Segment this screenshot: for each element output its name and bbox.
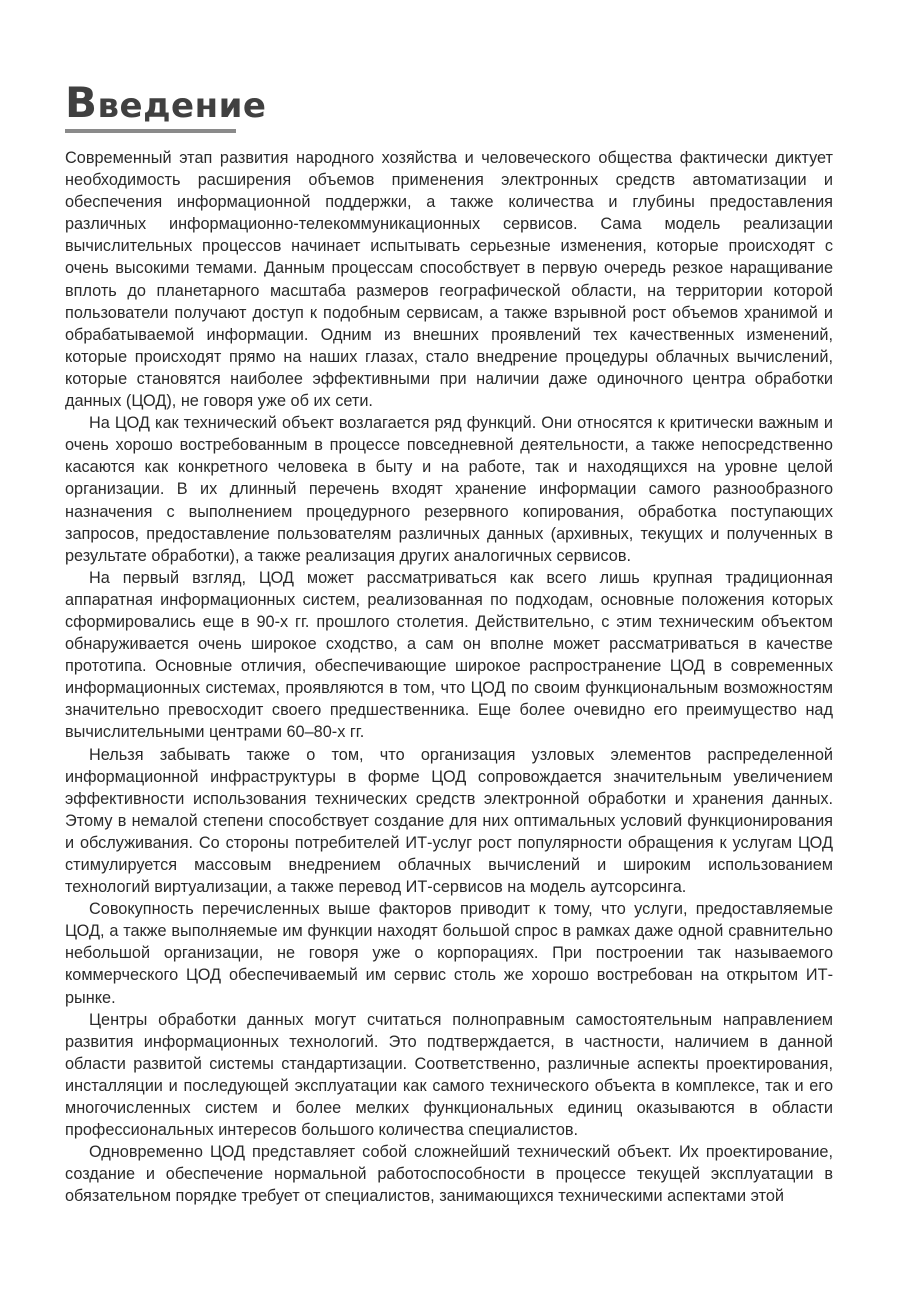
title-underline xyxy=(65,129,236,133)
paragraph: Совокупность перечисленных выше факторов приводит к тому, что услуги, предоставляемые ЦОД, а также выполняемые им функции находят большой спрос в рамках даже одной сравнительно небольшой организации, не говоря уже о корпорациях. При построении так называемого коммерческого ЦОД обеспечиваемый им сервис столь же хорошо востребован на открытом ИТ-рынке. xyxy=(65,900,833,1007)
paragraph: Одновременно ЦОД представляет собой сложнейший технический объект. Их проектирование, создание и обеспечение нормальной работоспособности в процессе текущей эксплуатации в обязательном порядке требует от специалистов, занимающихся техническими аспектами этой xyxy=(65,1143,833,1206)
body-text xyxy=(65,147,833,1208)
paragraph: Нельзя забывать также о том, что организация узловых элементов распределенной информационной инфраструктуры в форме ЦОД сопровождается значительным увеличением эффективности использования технических средств электронной обработки и хранения данных. Этому в немалой степени способствует создание для них оптимальных условий функционирования и обслуживания. Со стороны потребителей ИТ-услуг рост популярности обращения к услугам ЦОД стимулируется массовым внедрением облачных вычислений и широким использованием технологий виртуализации, а также перевод ИТ-сервисов на модель аутсорсинга. xyxy=(65,745,833,897)
paragraph: На первый взгляд, ЦОД может рассматриваться как всего лишь крупная традиционная аппаратная информационных систем, реализованная по подходам, основные положения которых сформировались еще в 90-х гг. прошлого столетия. Действительно, с этим техническим объектом обнаруживается очень широкое сходство, а сам он вполне может рассматриваться в качестве прототипа. Основные отличия, обеспечивающие широкое распространение ЦОД в современных информационных системах, проявляются в том, что ЦОД по своим функциональным возможностям значительно превосходит своего предшественника. Еще более очевидно его преимущество над вычислительными центрами 60–80-х гг. xyxy=(65,568,833,742)
paragraph: На ЦОД как технический объект возлагается ряд функций. Они относятся к критически важным и очень хорошо востребованным в процессе повседневной деятельности, а также непосредственно касаются как конкретного человека в быту и на работе, так и находящихся на уровне целой организации. В их длинный перечень входят хранение информации самого разнообразного назначения с выполнением процедурного резервного копирования, обработка поступающих запросов, предоставление пользователям различных данных (архивных, текущих и полученных в результате обработки), а также реализация других аналогичных сервисов. xyxy=(65,414,833,565)
title-rest: ведение xyxy=(97,86,267,126)
paragraph: Современный этап развития народного хозяйства и человеческого общества фактически диктует необходимость расширения объемов применения электронных средств автоматизации и обеспечения информационной поддержки, а также количества и глубины предоставления различных информационно-телекоммуникационных сервисов. Сама модель реализации вычислительных процессов начинает испытывать серьезные изменения, которые происходят с очень высокими темами. Данным процессам способствует в первую очередь резкое наращивание вплоть до планетарного масштаба размеров географической области, на территории которой пользователи получают доступ к подобным сервисам, а также взрывной рост объемов хранимой и обрабатываемой информации. Одним из внешних проявлений тех качественных изменений, которые происходят прямо на наших глазах, стало внедрение процедуры облачных вычислений, которые становятся наиболее эффективными при наличии даже одиночного центра обработки данных (ЦОД), не говоря уже об их сети. xyxy=(65,149,833,411)
paragraph: Центры обработки данных могут считаться полноправным самостоятельным направлением развития информационных технологий. Это подтверждается, в частности, наличием в данной области развитой системы стандартизации. Соответственно, различные аспекты проектирования, инсталляции и последующей эксплуатации как самого технического объекта в комплексе, так и его многочисленных систем и более мелких функциональных единиц оказываются в области профессиональных интересов большого количества специалистов. xyxy=(65,1010,833,1140)
page-title xyxy=(65,80,833,129)
title-initial: В xyxy=(65,78,98,127)
page xyxy=(65,80,833,1208)
